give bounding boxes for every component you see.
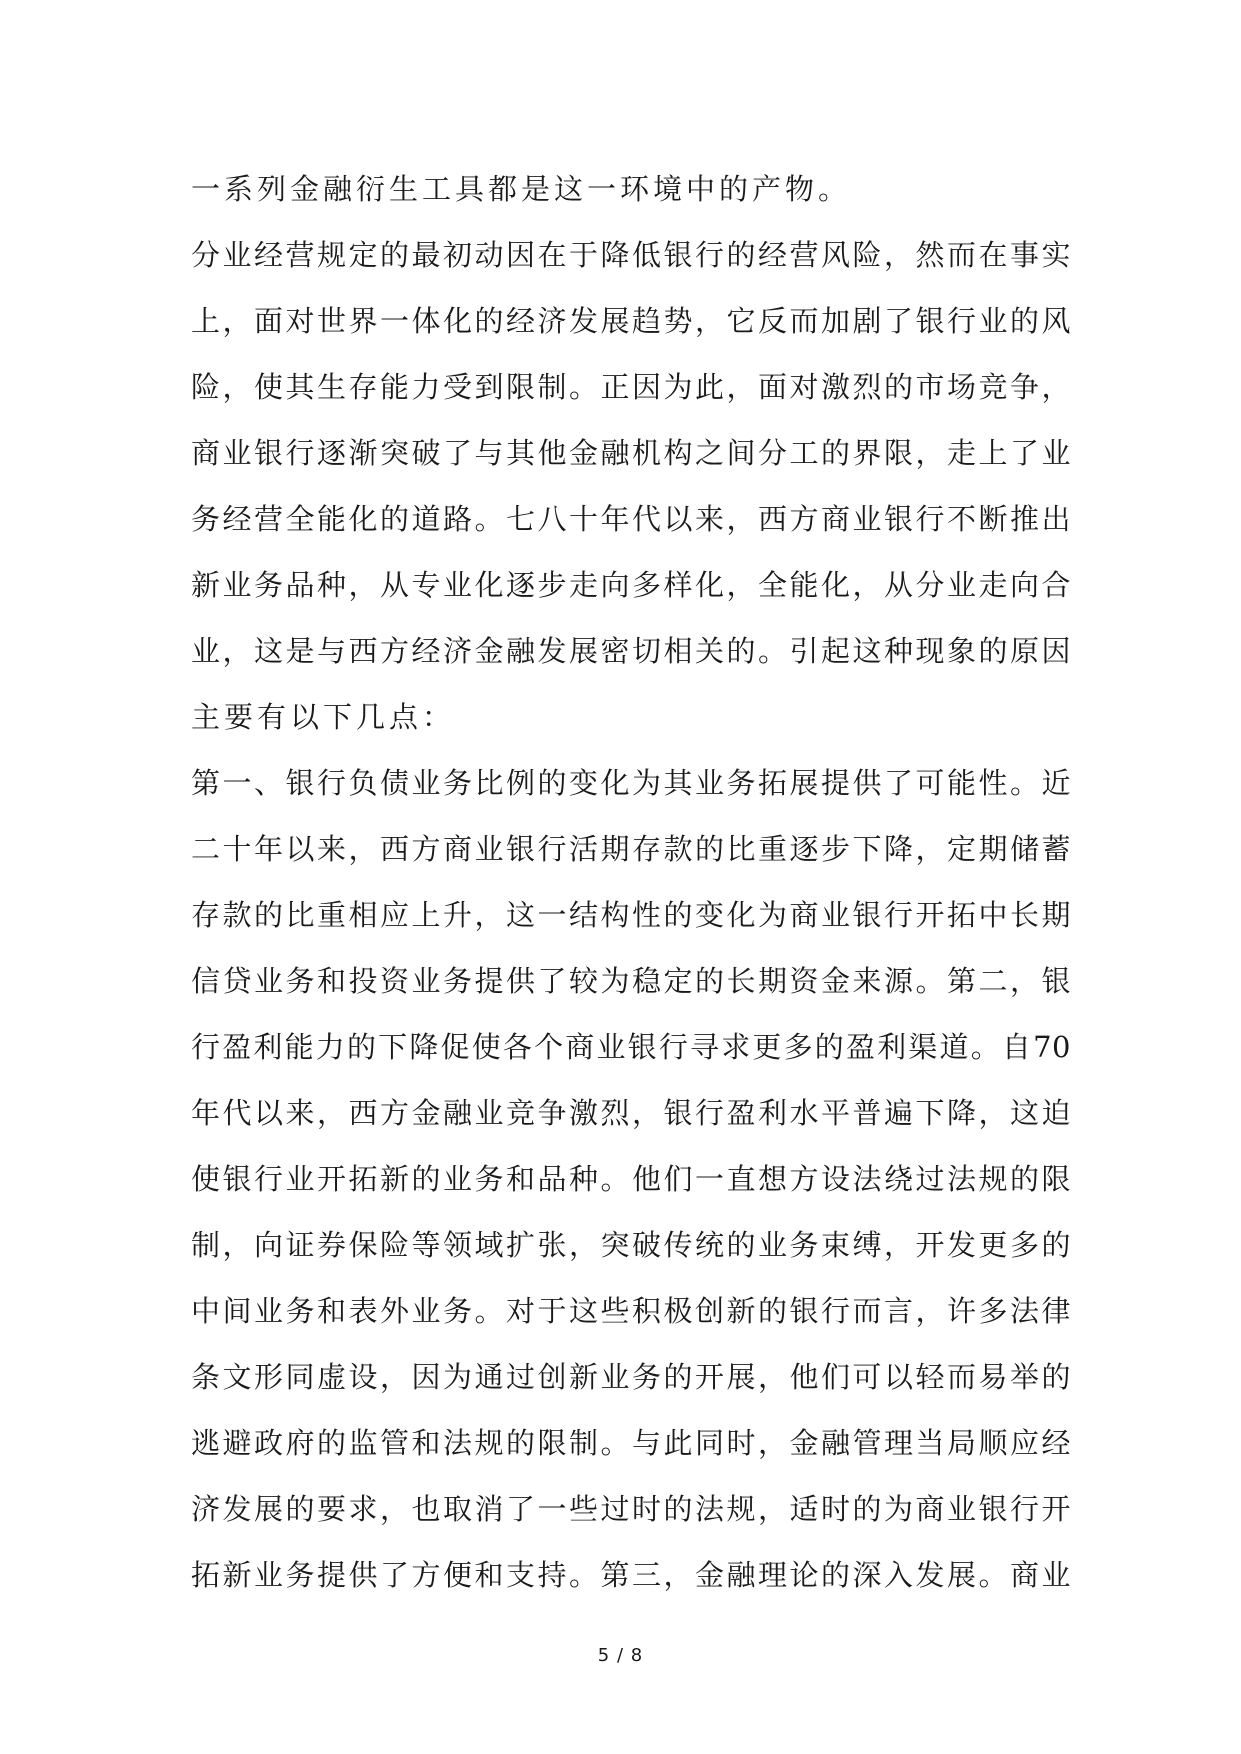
text-line: 逃避政府的监管和法规的限制。与此同时，金融管理当局顺应经 (191, 1426, 1071, 1460)
text-line: 行盈利能力的下降促使各个商业银行寻求更多的盈利渠道。自70 (191, 1030, 1071, 1064)
text-line: 主要有以下几点： (191, 700, 456, 734)
text-line: 济发展的要求，也取消了一些过时的法规，适时的为商业银行开 (191, 1492, 1071, 1526)
text-line: 业，这是与西方经济金融发展密切相关的。引起这种现象的原因 (191, 634, 1071, 668)
text-line: 信贷业务和投资业务提供了较为稳定的长期资金来源。第二，银 (191, 964, 1071, 998)
page-number: 5 / 8 (597, 1645, 644, 1666)
text-line: 制，向证券保险等领域扩张，突破传统的业务束缚，开发更多的 (191, 1228, 1071, 1262)
body-text (191, 156, 1071, 1608)
text-line: 务经营全能化的道路。七八十年代以来，西方商业银行不断推出 (191, 502, 1071, 536)
text-line: 新业务品种，从专业化逐步走向多样化，全能化，从分业走向合 (191, 568, 1071, 602)
text-line: 一系列金融衍生工具都是这一环境中的产物。 (191, 172, 852, 206)
text-line: 中间业务和表外业务。对于这些积极创新的银行而言，许多法律 (191, 1294, 1071, 1328)
text-line: 上，面对世界一体化的经济发展趋势，它反而加剧了银行业的风 (191, 304, 1071, 338)
text-line: 第一、银行负债业务比例的变化为其业务拓展提供了可能性。近 (191, 766, 1071, 800)
text-line: 分业经营规定的最初动因在于降低银行的经营风险，然而在事实 (191, 238, 1071, 272)
text-line: 条文形同虚设，因为通过创新业务的开展，他们可以轻而易举的 (191, 1360, 1071, 1394)
text-line: 存款的比重相应上升，这一结构性的变化为商业银行开拓中长期 (191, 898, 1071, 932)
text-line: 二十年以来，西方商业银行活期存款的比重逐步下降，定期储蓄 (191, 832, 1071, 866)
text-line: 使银行业开拓新的业务和品种。他们一直想方设法绕过法规的限 (191, 1162, 1071, 1196)
text-line: 年代以来，西方金融业竞争激烈，银行盈利水平普遍下降，这迫 (191, 1096, 1071, 1130)
text-line: 险，使其生存能力受到限制。正因为此，面对激烈的市场竞争， (191, 370, 1071, 404)
text-line: 商业银行逐渐突破了与其他金融机构之间分工的界限，走上了业 (191, 436, 1071, 470)
text-line: 拓新业务提供了方便和支持。第三，金融理论的深入发展。商业 (191, 1558, 1071, 1592)
